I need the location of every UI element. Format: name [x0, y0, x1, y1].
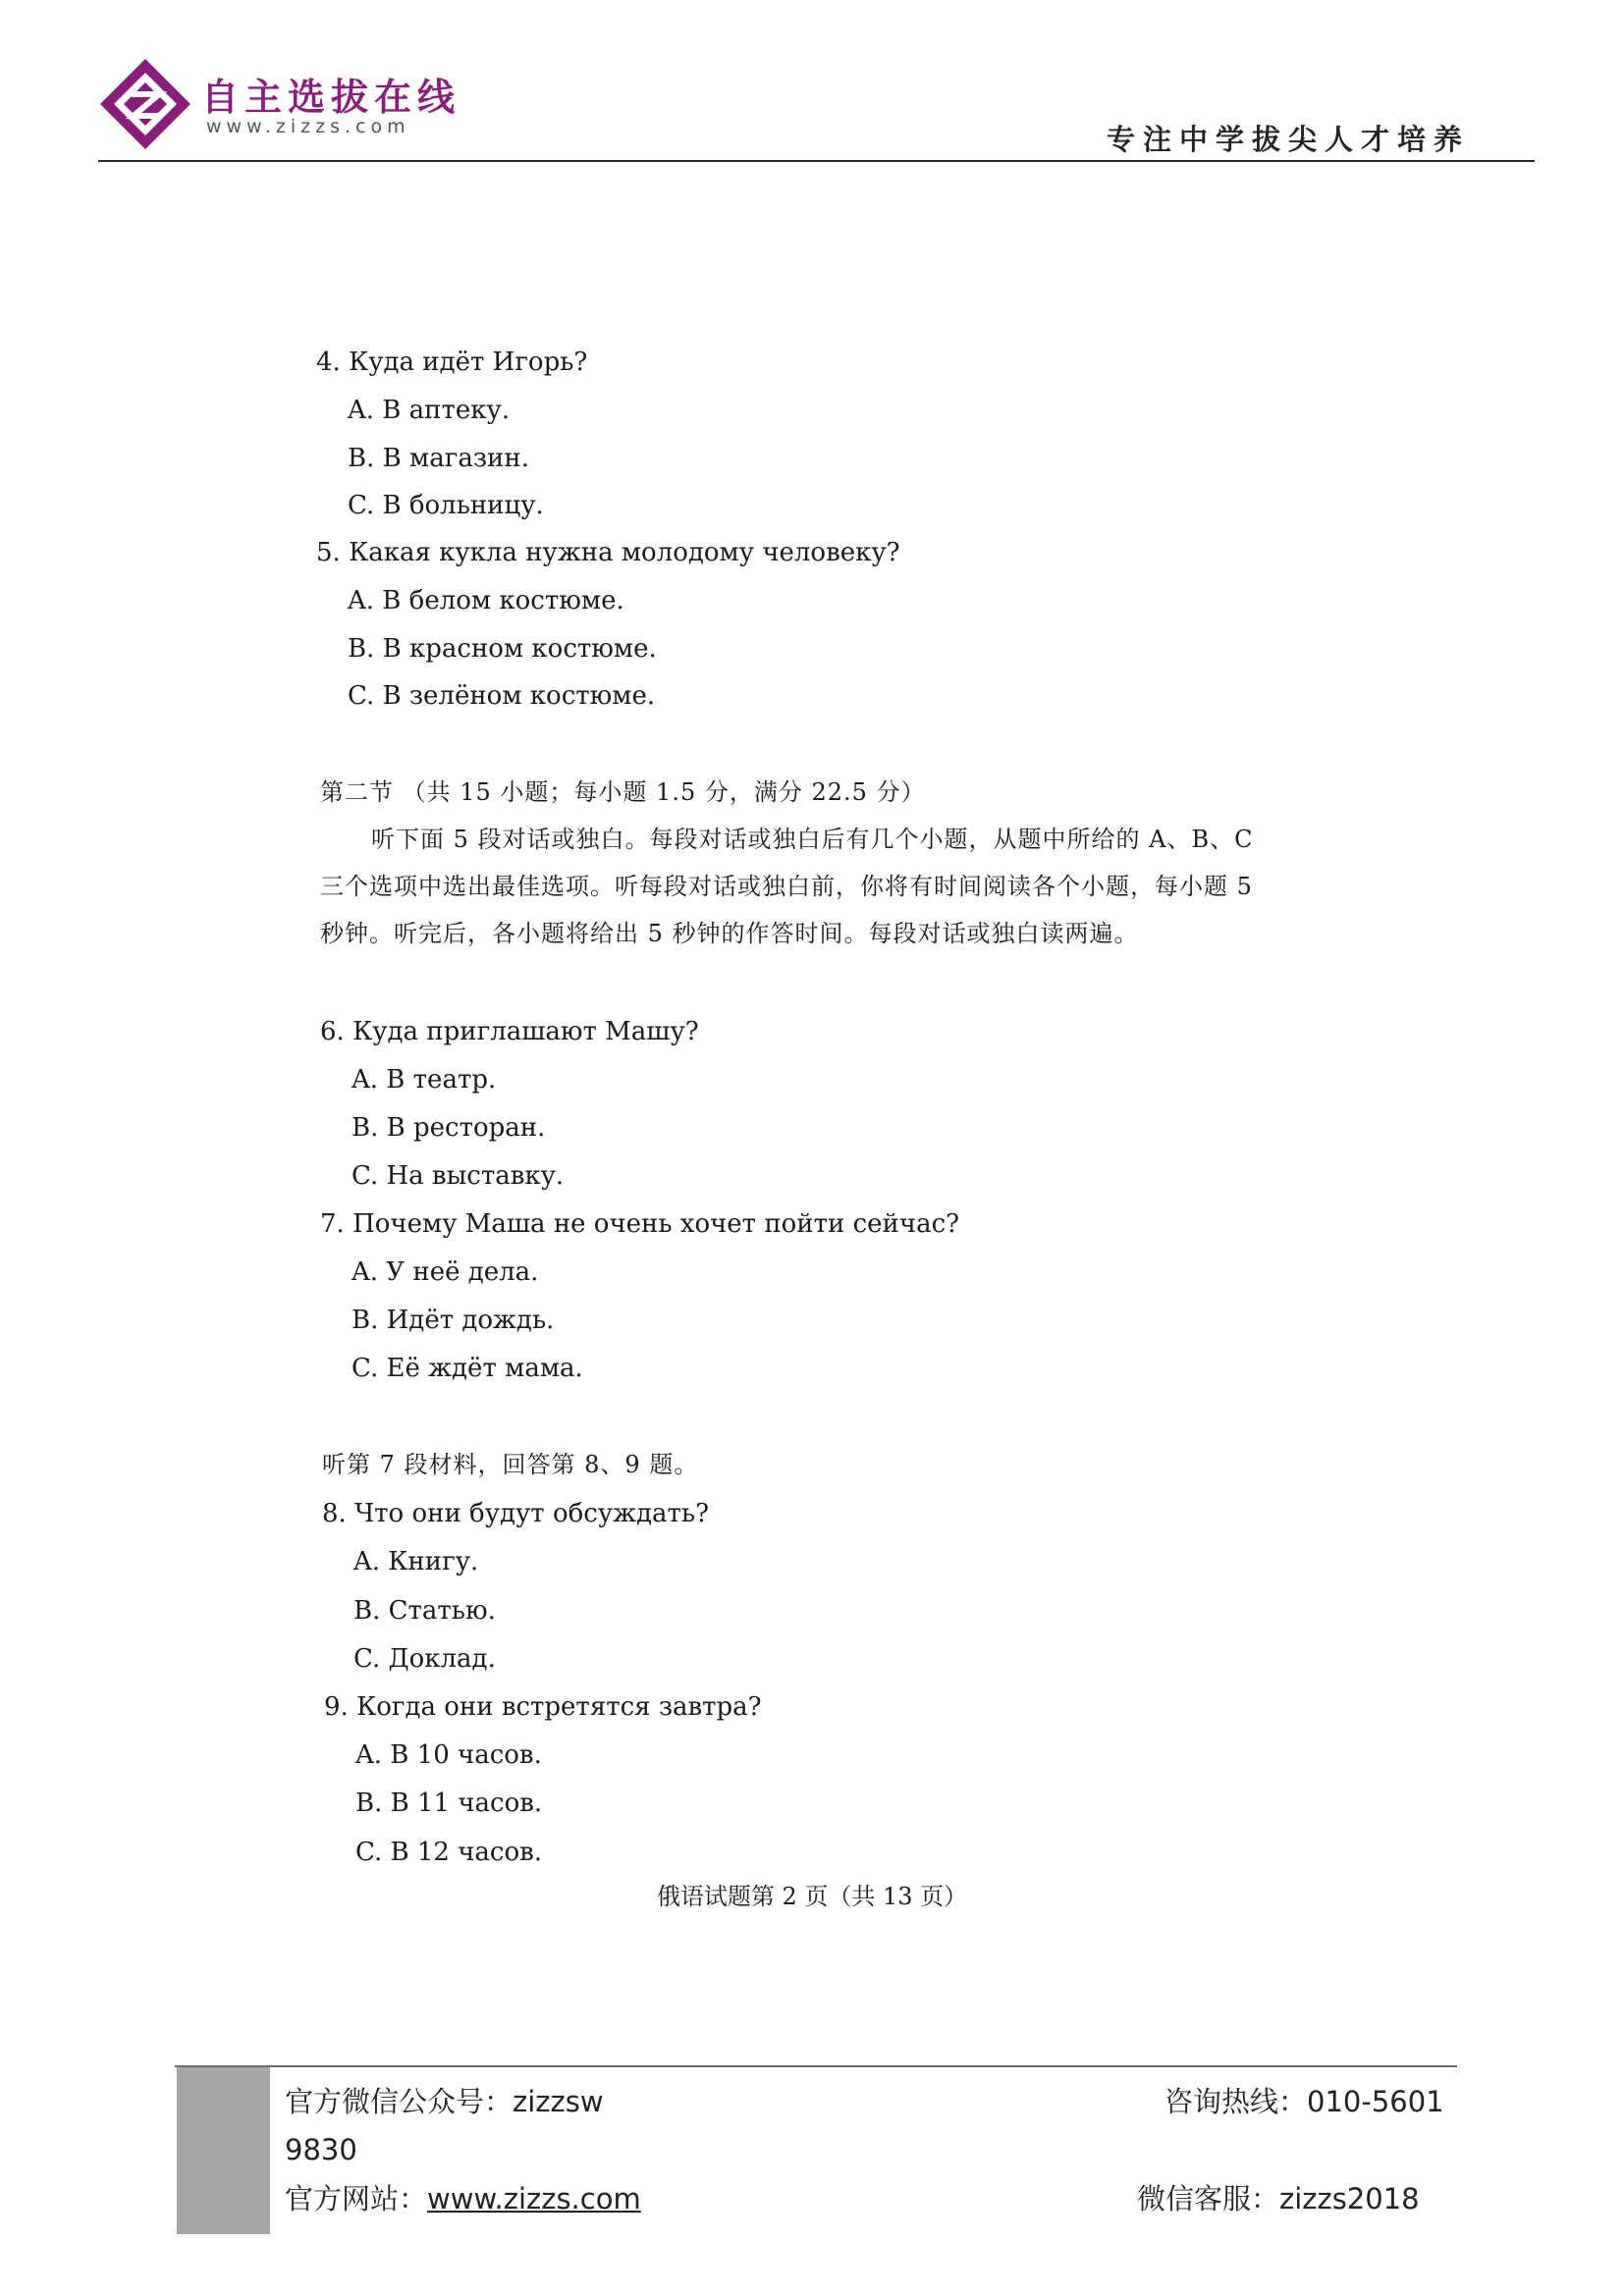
- logo-title: 自主选拔在线: [201, 75, 461, 119]
- question-8-option-c: C. Доклад.: [353, 1644, 496, 1674]
- footer-wechat-line-2: 9830: [285, 2133, 357, 2166]
- question-8-option-a: A. Книгу.: [353, 1547, 479, 1576]
- question-7-option-a: A. У неё дела.: [352, 1257, 539, 1287]
- question-4-option-a: A. В аптеку.: [348, 396, 511, 425]
- question-5-option-a: A. В белом костюме.: [348, 586, 624, 615]
- header-slogan: 专注中学拔尖人才培养: [1106, 123, 1470, 156]
- footer-wechat-service: 微信客服：zizzs2018: [1137, 2182, 1420, 2216]
- question-4: 4. Куда идёт Игорь?: [316, 347, 588, 377]
- question-4-option-b: B. В магазин.: [348, 444, 529, 473]
- question-8-option-b: B. Статью.: [353, 1596, 496, 1626]
- question-5-option-c: C. В зелёном костюме.: [348, 681, 656, 711]
- question-5-option-b: B. В красном костюме.: [348, 634, 657, 664]
- instruction-line-1: 听下面 5 段对话或独白。每段对话或独白后有几个小题，从题中所给的 A、B、C: [371, 826, 1254, 853]
- material-subheading: 听第 7 段材料，回答第 8、9 题。: [322, 1451, 699, 1478]
- footer-website-link[interactable]: www.zizzs.com: [427, 2182, 641, 2216]
- question-7-option-b: B. Идёт дождь.: [352, 1306, 555, 1335]
- footer-website-label: 官方网站：: [285, 2182, 428, 2216]
- page-number: 俄语试题第 2 页（共 13 页）: [656, 1883, 968, 1910]
- question-7: 7. Почему Маша не очень хочет пойти сейчас?: [320, 1209, 960, 1239]
- question-6-option-c: C. На выставку.: [352, 1161, 565, 1191]
- question-4-option-c: C. В больницу.: [348, 491, 544, 520]
- question-8: 8. Что они будут обсуждать?: [322, 1499, 710, 1528]
- question-6: 6. Куда приглашают Машу?: [320, 1017, 699, 1046]
- footer-wechat-line-1: 官方微信公众号：zizzsw: [285, 2085, 604, 2118]
- question-5: 5. Какая кукла нужна молодому человеку?: [316, 538, 900, 567]
- question-9-option-c: C. В 12 часов.: [355, 1838, 543, 1867]
- question-7-option-c: C. Её ждёт мама.: [352, 1354, 583, 1383]
- footer-side-bar: [177, 2067, 270, 2234]
- page-header: [98, 49, 1535, 163]
- question-6-option-a: A. В театр.: [352, 1065, 497, 1095]
- question-9: 9. Когда они встретятся завтра?: [324, 1692, 762, 1722]
- question-6-option-b: B. В ресторан.: [352, 1113, 546, 1143]
- instruction-line-2: 三个选项中选出最佳选项。听每段对话或独白前，你将有时间阅读各个小题，每小题 5: [320, 873, 1253, 900]
- question-9-option-b: B. В 11 часов.: [355, 1789, 543, 1818]
- footer-website: [285, 2182, 641, 2216]
- footer-divider: [175, 2065, 1457, 2067]
- footer-hotline: 咨询热线：010-5601: [1164, 2085, 1444, 2118]
- section-heading: 第二节 （共 15 小题；每小题 1.5 分，满分 22.5 分）: [320, 778, 926, 806]
- question-9-option-a: A. В 10 часов.: [355, 1740, 542, 1770]
- zizzs-logo-icon: [98, 57, 192, 151]
- instruction-line-3: 秒钟。听完后，各小题将给出 5 秒钟的作答时间。每段对话或独白读两遍。: [320, 920, 1139, 947]
- header-divider: [98, 160, 1535, 162]
- logo-url: www.zizzs.com: [206, 116, 410, 137]
